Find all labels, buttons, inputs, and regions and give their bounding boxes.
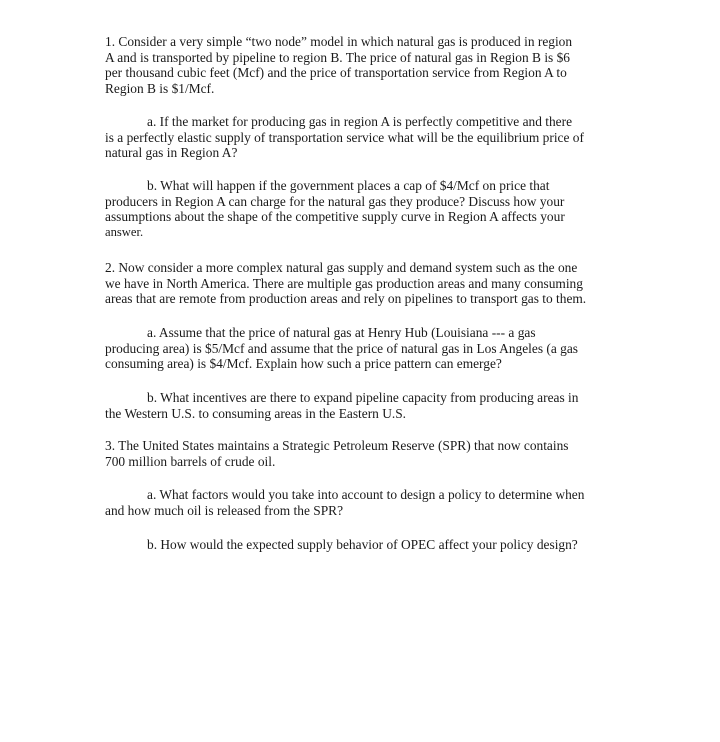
question-2b [105,390,620,421]
question-1-line: A and is transported by pipeline to region B. The price of natural gas in Region B is $6 [105,49,570,65]
question-1b-line: producers in Region A can charge for the natural gas they produce? Discuss how your [105,193,565,209]
question-2 [105,260,620,307]
question-2-line: 2. Now consider a more complex natural gas supply and demand system such as the one [105,260,578,275]
question-3b-line: b. How would the expected supply behavior of OPEC affect your policy design? [147,537,578,552]
question-3-line: 700 million barrels of crude oil. [105,453,276,469]
question-1b [105,178,620,240]
question-3 [105,438,620,469]
question-1b-line: b. What will happen if the government places a cap of $4/Mcf on price that [147,178,550,193]
question-1-line: per thousand cubic feet (Mcf) and the price of transportation service from Region A to [105,65,567,81]
question-1-line: Region B is $1/Mcf. [105,80,215,96]
question-1a-line: is a perfectly elastic supply of transportation service what will be the equilibrium price of [105,129,584,145]
question-1a-line: natural gas in Region A? [105,145,238,161]
question-3a-line: and how much oil is released from the SPR? [105,502,344,518]
question-2-line: areas that are remote from production areas and rely on pipelines to transport gas to them. [105,291,587,307]
question-3a [105,487,620,518]
question-1 [105,34,620,96]
question-2a-line: producing area) is $5/Mcf and assume that the price of natural gas in Los Angeles (a gas [105,340,578,356]
question-2a [105,325,620,372]
question-3b [105,537,620,553]
question-2b-line: b. What incentives are there to expand pipeline capacity from producing areas in [147,390,579,405]
question-1b-line: answer. [105,224,144,239]
question-1a-line: a. If the market for producing gas in region A is perfectly competitive and there [147,114,573,129]
question-2b-line: the Western U.S. to consuming areas in the Eastern U.S. [105,405,407,421]
question-3a-line: a. What factors would you take into account to design a policy to determine when [147,487,585,502]
question-2a-line: consuming area) is $4/Mcf. Explain how such a price pattern can emerge? [105,356,502,372]
question-1-line: 1. Consider a very simple “two node” model in which natural gas is produced in region [105,34,573,49]
question-2-line: we have in North America. There are multiple gas production areas and many consuming [105,275,583,291]
question-1b-line: assumptions about the shape of the competitive supply curve in Region A affects your [105,209,565,225]
question-2a-line: a. Assume that the price of natural gas at Henry Hub (Louisiana --- a gas [147,325,536,340]
question-3-line: 3. The United States maintains a Strategic Petroleum Reserve (SPR) that now contains [105,438,569,453]
question-1a [105,114,620,161]
